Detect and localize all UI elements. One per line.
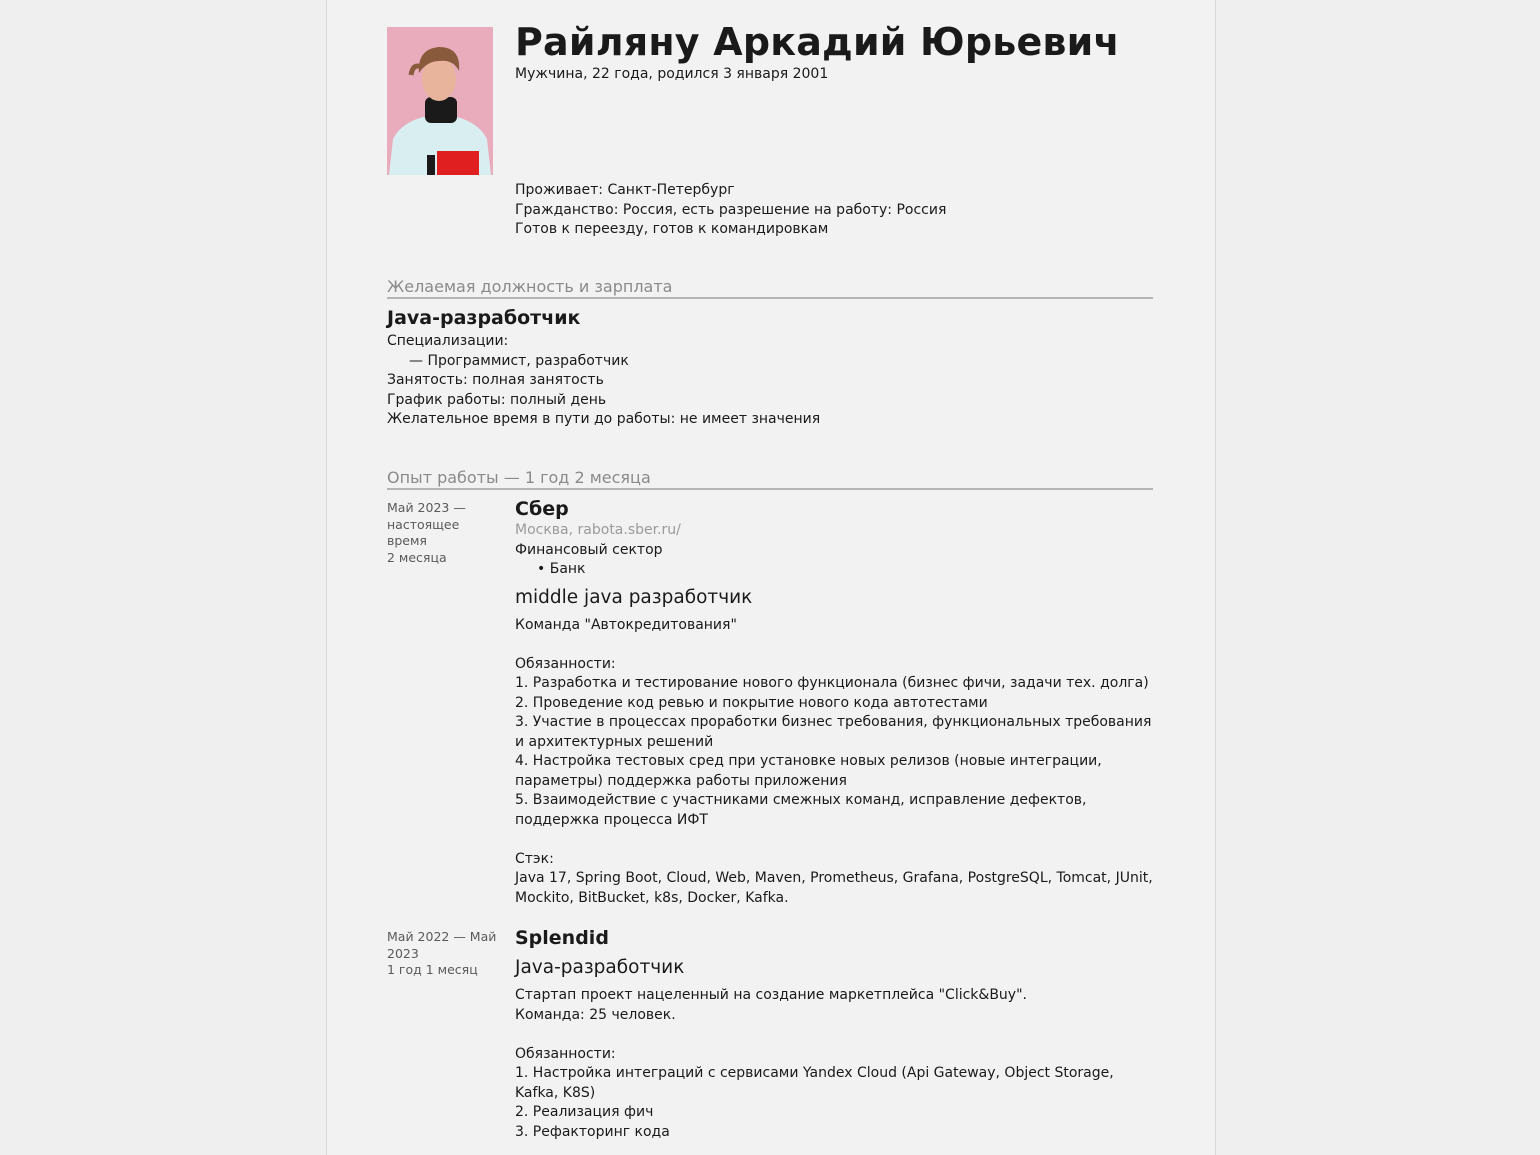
candidate-info (515, 181, 1155, 240)
description-line: 3. Участие в процессах проработки бизнес требования, функциональных требования и архитектурных решений (515, 714, 1152, 750)
company-industry-item: • Банк (537, 561, 586, 577)
job-details (515, 926, 1155, 1142)
schedule: График работы: полный день (387, 391, 607, 408)
specializations-label: Специализации: (387, 333, 509, 349)
job-dates (387, 500, 499, 566)
description-gap (515, 830, 1155, 850)
description-line: Стартап проект нацеленный на создание маркетплейса "Click&Buy". (515, 987, 1027, 1003)
job-start: Май 2023 — (387, 500, 466, 515)
description-line: 5. Взаимодействие с участниками смежных команд, исправление дефектов, поддержка процесса ИФТ (515, 792, 1087, 828)
description-gap (515, 1025, 1155, 1045)
description-gap (515, 635, 1155, 655)
info-relocation: Готов к переезду, готов к командировкам (515, 221, 829, 237)
job-description (515, 616, 1155, 909)
description-line: Обязанности: (515, 1045, 616, 1062)
job-description (515, 986, 1155, 1142)
description-line: Стэк: (515, 850, 554, 867)
job-duration: 1 год 1 месяц (387, 962, 478, 977)
description-line: Java 17, Spring Boot, Cloud, Web, Maven, Prometheus, Grafana, PostgreSQL, Tomcat, JUnit, Mockito, BitBucket, k8s, Docker, Kafka. (515, 870, 1153, 906)
job-period: Май 2022 — Май 2023 (387, 929, 497, 961)
description-line: 2. Реализация фич (515, 1104, 654, 1120)
candidate-summary: Мужчина, 22 года, родился 3 января 2001 (515, 66, 829, 82)
company-name: Сбер (515, 498, 569, 520)
description-line: 3. Рефакторинг кода (515, 1123, 670, 1140)
description-line: Команда: 25 человек. (515, 1006, 676, 1023)
company-name: Splendid (515, 927, 609, 949)
job-details (515, 497, 1155, 908)
company-location: Москва, rabota.sber.ru/ (515, 522, 681, 538)
profile-photo (387, 27, 493, 175)
section-title-experience: Опыт работы — 1 год 2 месяца (387, 468, 1153, 490)
company-industry: Финансовый сектор (515, 541, 663, 558)
resume-page (326, 0, 1216, 1155)
specialization-item: — Программист, разработчик (409, 352, 629, 369)
section-title-position: Желаемая должность и зарплата (387, 277, 1153, 299)
job-duration: 2 месяца (387, 549, 447, 565)
description-line: 2. Проведение код ревью и покрытие нового кода автотестами (515, 694, 988, 711)
job-role: middle java разработчик (515, 586, 753, 608)
info-citizenship: Гражданство: Россия, есть разрешение на работу: Россия (515, 201, 947, 218)
description-line: Обязанности: (515, 655, 616, 672)
info-residence: Проживает: Санкт-Петербург (515, 182, 735, 198)
header (515, 18, 1155, 84)
description-line: Команда "Автокредитования" (515, 616, 737, 633)
description-line: 1. Настройка интеграций с сервисами Yandex Cloud (Api Gateway, Object Storage, Kafka, K8S) (515, 1065, 1114, 1101)
description-line: 1. Разработка и тестирование нового функционала (бизнес фичи, задачи тех. долга) (515, 675, 1149, 691)
description-line: 4. Настройка тестовых сред при установке новых релизов (новые интеграции, параметры) поддержка работы приложения (515, 753, 1102, 789)
job-end: настоящее время (387, 516, 460, 548)
position-title: Java-разработчик (387, 307, 581, 329)
job-dates (387, 929, 499, 979)
employment: Занятость: полная занятость (387, 372, 604, 388)
travel-time: Желательное время в пути до работы: не имеет значения (387, 411, 821, 427)
desired-position (387, 306, 1153, 430)
job-role: Java-разработчик (515, 957, 685, 978)
candidate-name: Райляну Аркадий Юрьевич (515, 20, 1120, 64)
profile-photo-image (387, 27, 493, 175)
